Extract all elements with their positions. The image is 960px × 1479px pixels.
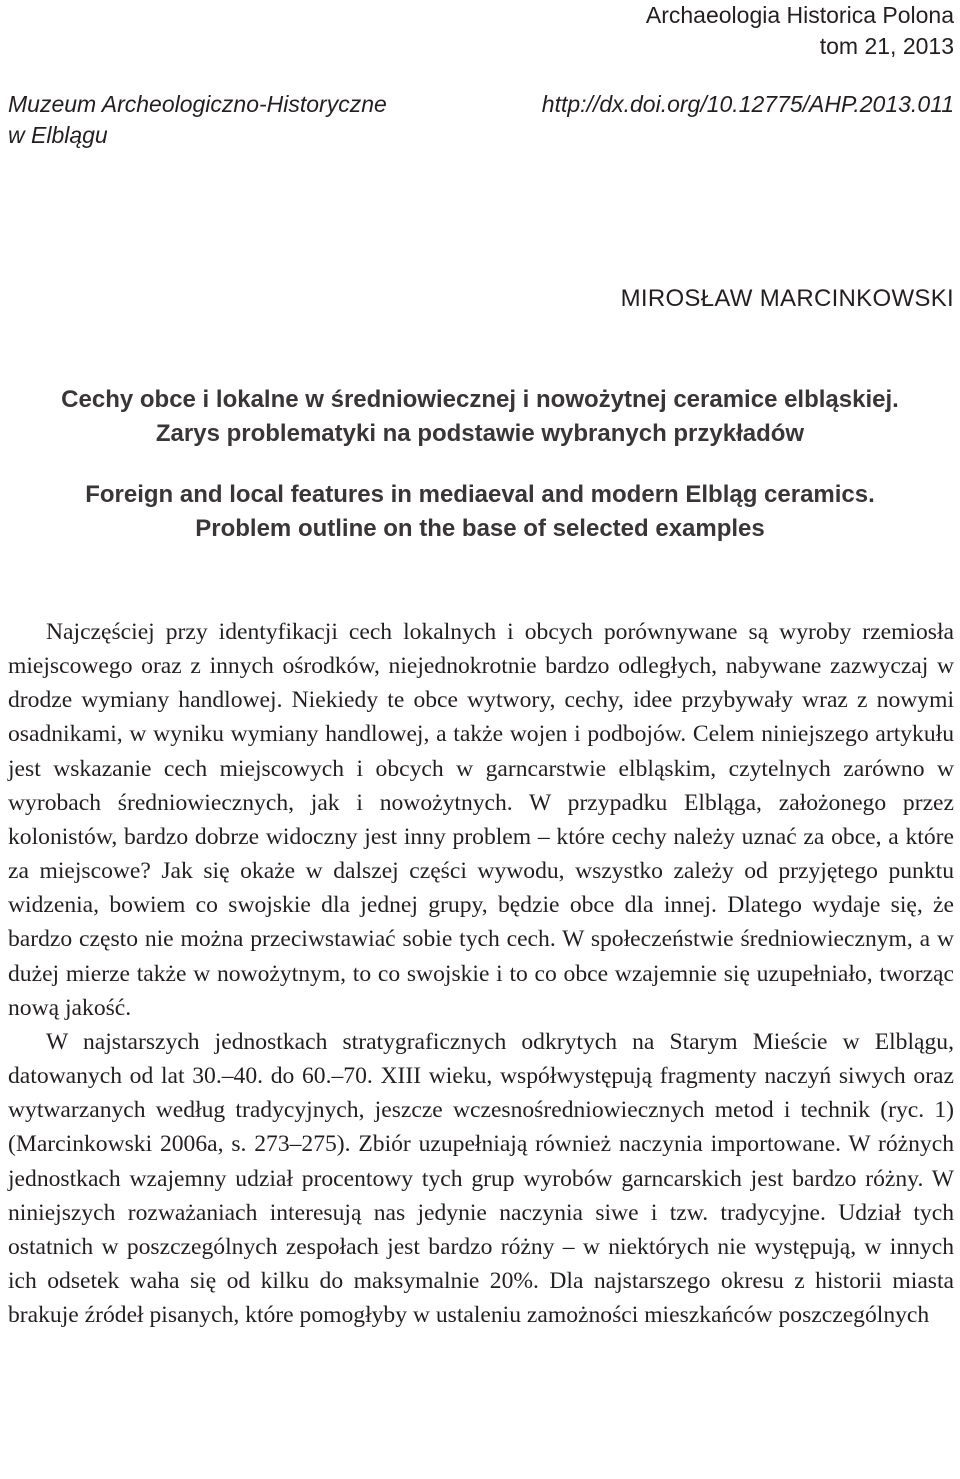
title-en-line-2: Problem outline on the base of selected examples [195,515,765,542]
article-title-polish [0,383,960,451]
journal-volume: tom 21, 2013 [819,33,954,59]
article-body [8,615,954,1332]
article-title-english [0,478,960,546]
doi-link[interactable]: http://dx.doi.org/10.12775/AHP.2013.011 [541,91,954,117]
title-pl-line-2: Zarys problematyki na podstawie wybranych przykładów [155,420,805,447]
title-pl-line-1: Cechy obce i lokalne w średniowiecznej i nowożytnej ceramice elbląskiej. [61,386,899,413]
journal-info [646,0,954,62]
body-paragraph-1: Najczęściej przy identyfikacji cech lokalnych i obcych porównywane są wyroby rzemiosła miejscowego oraz z innych ośrodków, niejednokrotnie bardzo odległych, nabywane zazwyczaj w drodze wymiany handlowej. Niekiedy te obce wytwory, cechy, idee przybywały wraz z nowymi osadnikami, w wyniku wymiany handlowej, a także wojen i podbojów. Celem niniejszego artykułu jest wskazanie cech miejscowych i obcych w garncarstwie elbląskim, czytelnych zarówno w wyrobach średniowiecznych, jak i nowożytnych. W przypadku Elbląga, założonego przez kolonistów, bardzo dobrze widoczny jest inny problem – które cechy należy uznać za obce, a które za miejscowe? Jak się okaże w dalszej części wywodu, wszystko zależy od przyjętego punktu widzenia, bowiem co swojskie dla jednej grupy, będzie obce dla innej. Dlatego wydaje się, że bardzo często nie można przeciwstawiać sobie tych cech. W społeczeństwie średniowiecznym, a w dużej mierze także w nowożytnym, to co swojskie i to co obce wzajemnie się uzupełniało, tworząc nową jakość. [8,619,954,1021]
affiliation-line-1: Muzeum Archeologiczno-Historyczne [8,91,387,117]
affiliation-line-2: w Elblągu [8,122,108,148]
journal-name: Archaeologia Historica Polona [645,2,954,28]
author-affiliation [8,89,387,151]
title-en-line-1: Foreign and local features in mediaeval and modern Elbląg ceramics. [85,481,875,508]
body-paragraph-2: W najstarszych jednostkach stratygraficznych odkrytych na Starym Mieście w Elblągu, datowanych od lat 30.–40. do 60.–70. XIII wieku, współwystępują fragmenty naczyń siwych oraz wytwarzanych według tradycyjnych, jeszcze wczesnośredniowiecznych metod i technik (ryc. 1) (Marcinkowski 2006a, s. 273–275). Zbiór uzupełniają również naczynia importowane. W różnych jednostkach wzajemny udział procentowy tych grup wyrobów garncarskich jest bardzo różny. W niniejszych rozważaniach interesują nas jedynie naczynia siwe i tzw. tradycyjne. Udział tych ostatnich w poszczególnych zespołach jest bardzo różny – w niektórych nie występują, w innych ich odsetek waha się od kilku do maksymalnie 20%. Dla najstarszego okresu z historii miasta brakuje źródeł pisanych, które pomogłyby w ustaleniu zamożności mieszkańców poszczególnych [8,1028,954,1329]
author-name: MIROSŁAW MARCINKOWSKI [620,285,954,312]
